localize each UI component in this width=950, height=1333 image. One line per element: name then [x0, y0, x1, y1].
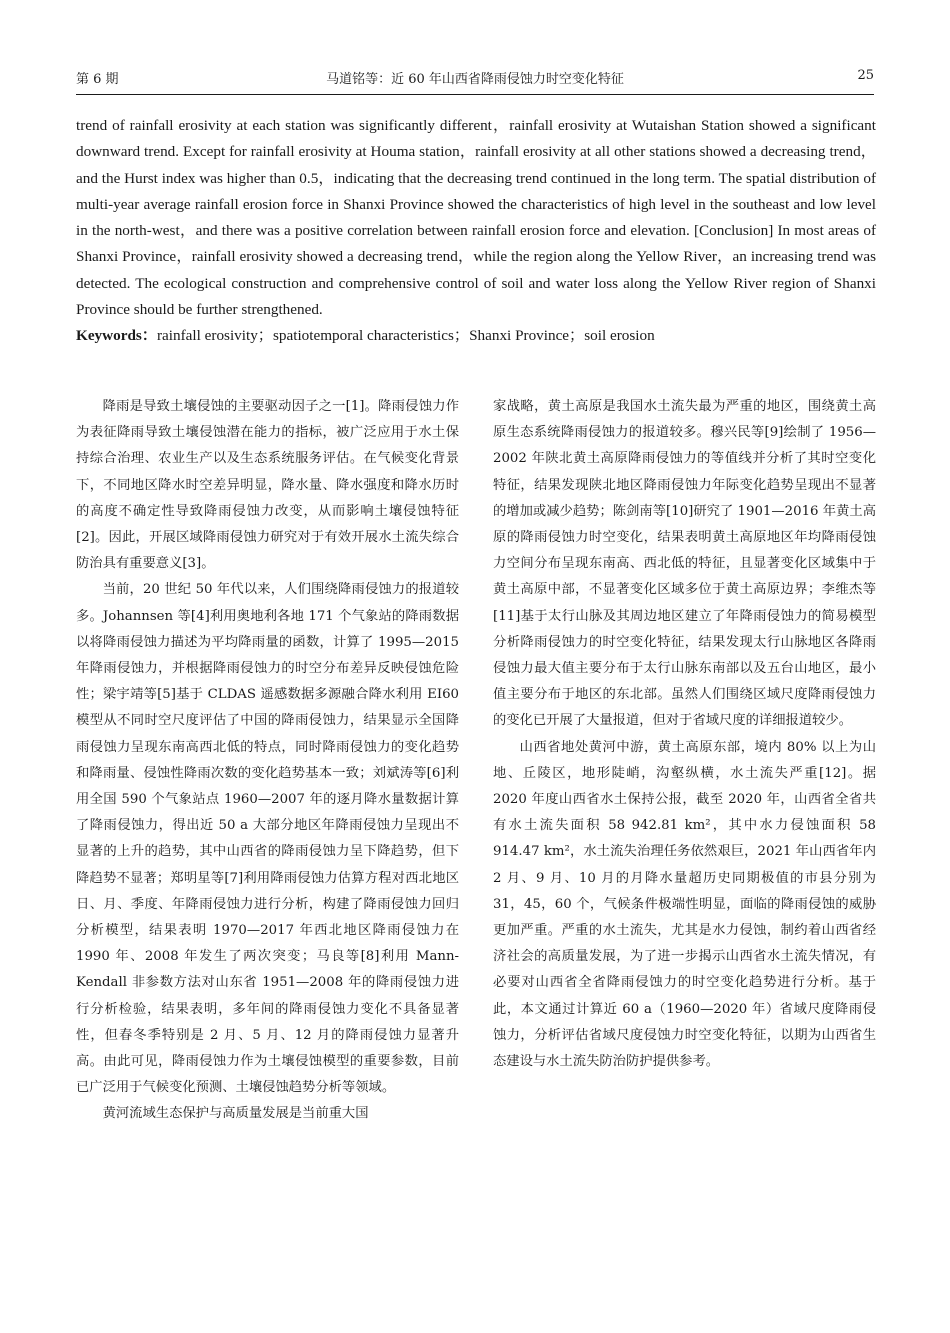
- header-rule: [76, 94, 874, 95]
- issue-number: 第 6 期: [76, 72, 119, 87]
- running-header: [76, 68, 874, 90]
- paragraph: 家战略，黄土高原是我国水土流失最为严重的地区，围绕黄土高原生态系统降雨侵蚀力的报道较多。穆兴民等[9]绘制了 1956—2002 年陕北黄土高原降雨侵蚀力的等值线并分析了其时空变化特征，结果发现陕北地区降雨侵蚀力年际变化趋势呈现出不显著的增加或减少趋势；陈剑南等[10]研究了 1901—2016 年黄土高原的降雨侵蚀力时空变化，结果表明黄土高原地区年均降雨侵蚀力空间分布呈现东南高、西北低的特征，且显著变化区域集中于黄土高原中部，不显著变化区域多位于黄土高原边界；李维杰等[11]基于太行山脉及其周边地区建立了年降雨侵蚀力的简易模型分析降雨侵蚀力的时空变化特征，结果发现太行山脉地区各降雨侵蚀力最大值主要分布于太行山脉东南部以及五台山地区，最小值主要分布于地区的东北部。虽然人们围绕区域尺度降雨侵蚀力的变化已开展了大量报道，但对于省域尺度的详细报道较少。: [493, 399, 876, 729]
- right-column: [493, 394, 876, 1075]
- left-column: [76, 394, 459, 1128]
- keywords-label: Keywords：: [76, 327, 157, 345]
- page-number: 25: [857, 68, 874, 83]
- keywords-text: rainfall erosivity；spatiotemporal characteristics；Shanxi Province；soil erosion: [157, 327, 655, 345]
- paragraph: 山西省地处黄河中游，黄土高原东部，境内 80% 以上为山地、丘陵区，地形陡峭，沟壑纵横，水土流失严重[12]。据 2020 年度山西省水土保持公报，截至 2020 年，山西省全省共有水土流失面积 58 942.81 km²，其中水力侵蚀面积 58 914.47 km²，水土流失治理任务依然艰巨，2021 年山西省年内 2 月、9 月、10 月的月降水量超历史同期极值的市县分别为 31，45，60 个，气候条件极端性明显，面临的降雨侵蚀的威胁更加严重。严重的水土流失，尤其是水力侵蚀，制约着山西省经济社会的高质量发展，为了进一步揭示山西省水土流失情况，有必要对山西省全省降雨侵蚀力的时空变化趋势进行分析。基于此，本文通过计算近 60 a（1960—2020 年）省域尺度降雨侵蚀力，分析评估省域尺度侵蚀力时空变化特征，以期为山西省生态建设与水土流失防治防护提供参考。: [493, 739, 876, 1070]
- english-abstract: [76, 113, 876, 350]
- paragraph: 当前，20 世纪 50 年代以来，人们围绕降雨侵蚀力的报道较多。Johannsen 等[4]利用奥地利各地 171 个气象站的降雨数据以将降雨侵蚀力描述为平均降雨量的函数，计算了 1995—2015 年降雨侵蚀力，并根据降雨侵蚀力的时空分布差异反映侵蚀危险性；梁宇靖等[5]基于 CLDAS 遥感数据多源融合降水利用 EI60 模型从不同时空尺度评估了中国的降雨侵蚀力，结果显示全国降雨侵蚀力呈现东南高西北低的特点，同时降雨侵蚀力的变化趋势和降雨量、侵蚀性降雨次数的变化趋势基本一致；刘斌涛等[6]利用全国 590 个气象站点 1960—2007 年的逐月降水量数据计算了降雨侵蚀力，得出近 50 a 大部分地区年降雨侵蚀力呈现出不显著的上升的趋势，其中山西省的降雨侵蚀力呈下降趋势，但下降趋势不显著；郑明星等[7]利用降雨侵蚀力估算方程对西北地区日、月、季度、年降雨侵蚀力进行分析，构建了降雨侵蚀力回归分析模型，结果表明 1970—2017 年西北地区降雨侵蚀力在 1990 年、2008 年发生了两次突变；马良等[8]利用 Mann-Kendall 非参数方法对山东省 1951—2008 年的降雨侵蚀力进行分析检验，结果表明，多年间的降雨侵蚀力变化不具备显著性，但春冬季特别是 2 月、5 月、12 月的降雨侵蚀力显著升高。由此可见，降雨侵蚀力作为土壤侵蚀模型的重要参数，目前已广泛用于气候变化预测、土壤侵蚀趋势分析等领域。: [76, 582, 459, 1096]
- paragraph: 黄河流域生态保护与高质量发展是当前重大国: [102, 1106, 369, 1122]
- paragraph: 降雨是导致土壤侵蚀的主要驱动因子之一[1]。降雨侵蚀力作为表征降雨导致土壤侵蚀潜在能力的指标，被广泛应用于水土保持综合治理、农业生产以及生态系统服务评估。在气候变化背景下，不同地区降水时空差异明显，降水量、降水强度和降水历时的高度不确定性导致降雨侵蚀力改变，从而影响土壤侵蚀特征[2]。因此，开展区域降雨侵蚀力研究对于有效开展水土流失综合防治具有重要意义[3]。: [76, 399, 459, 572]
- abstract-text: trend of rainfall erosivity at each station was significantly different，rainfall erosivity at Wutaishan Station showed a significant downward trend. Except for rainfall erosivity at Houma station，rainfall erosivity at all other stations showed a decreasing trend，and the Hurst index was higher than 0.5，indicating that the decreasing trend continued in the long term. The spatial distribution of multi-year average rainfall erosion force in Shanxi Province showed the characteristics of high level in the southeast and low level in the north-west，and there was a positive correlation between rainfall erosion force and elevation. [Conclusion] In most areas of Shanxi Province，rainfall erosivity showed a decreasing trend，while the region along the Yellow River，an increasing trend was detected. The ecological construction and comprehensive control of soil and water loss along the Yellow River region of Shanxi Province should be further strengthened.: [76, 117, 876, 319]
- keywords-line: [76, 323, 876, 349]
- running-title: 马道铭等：近 60 年山西省降雨侵蚀力时空变化特征: [326, 72, 624, 87]
